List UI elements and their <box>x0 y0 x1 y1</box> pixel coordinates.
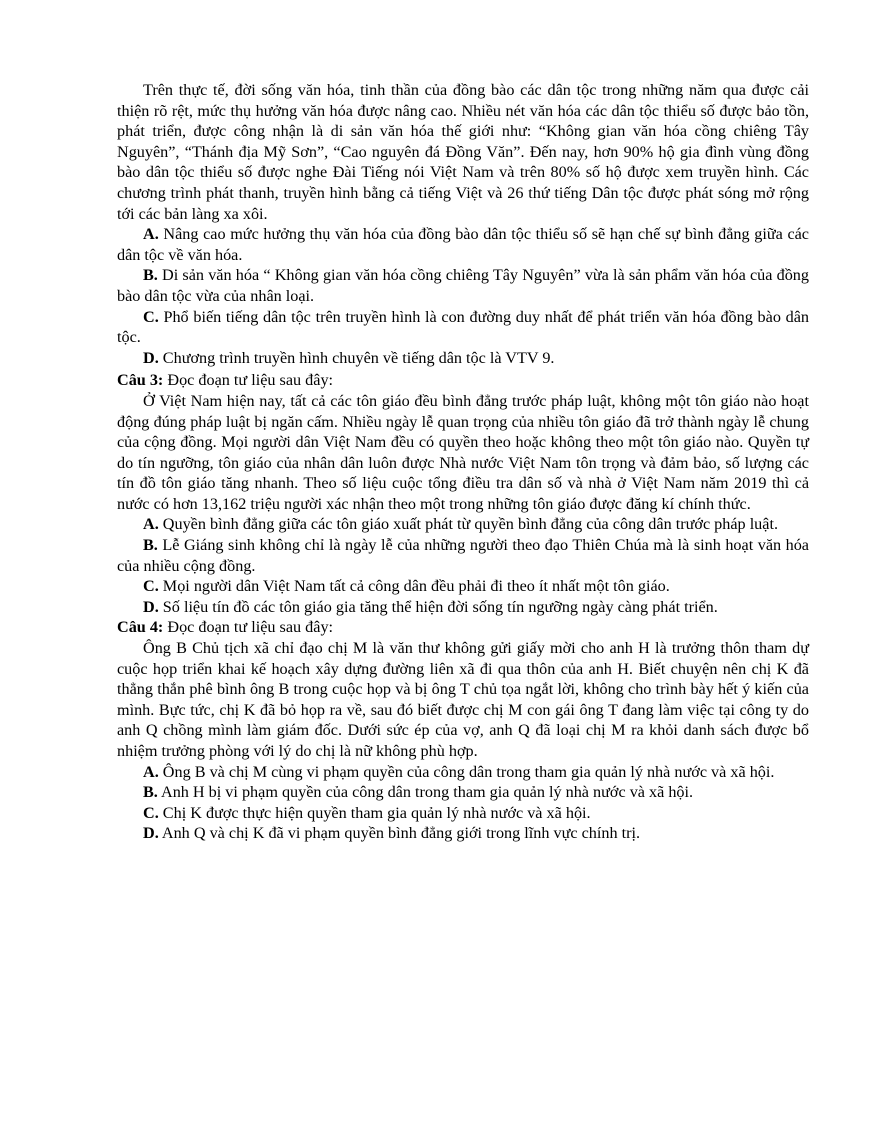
intro-option-b <box>117 265 809 306</box>
question-label: Câu 3: <box>117 371 164 390</box>
option-letter: B. <box>143 266 158 285</box>
q3-option-d <box>117 597 809 618</box>
document-page <box>117 80 809 844</box>
option-text: Mọi người dân Việt Nam tất cả công dân đều phải đi theo ít nhất một tôn giáo. <box>158 577 670 596</box>
intro-passage: Trên thực tế, đời sống văn hóa, tinh thần của đồng bào các dân tộc trong những năm qua được cải thiện rõ rệt, mức thụ hưởng văn hóa được nâng cao. Nhiều nét văn hóa các dân tộc thiểu số được bảo tồn, phát triển, được công nhận là di sản văn hóa thế giới như: “Không gian văn hóa cồng chiêng Tây Nguyên”, “Thánh địa Mỹ Sơn”, “Cao nguyên đá Đồng Văn”. Đến nay, hơn 90% hộ gia đình vùng đồng bào dân tộc thiểu số được nghe Đài Tiếng nói Việt Nam và trên 80% số hộ được xem truyền hình. Các chương trình phát thanh, truyền hình bằng cả tiếng Việt và 26 thứ tiếng Dân tộc được phát sóng mở rộng tới các bản làng xa xôi. <box>117 81 809 223</box>
question-3-heading <box>117 370 809 391</box>
question-3-passage: Ở Việt Nam hiện nay, tất cả các tôn giáo đều bình đẳng trước pháp luật, không một tôn giáo nào hoạt động đúng pháp luật bị ngăn cấm. Nhiều ngày lễ quan trọng của nhiều tôn giáo đã trở thành ngày lễ chung của cộng đồng. Mọi người dân Việt Nam đều có quyền theo hoặc không theo một tôn giáo nào. Quyền tự do tín ngưỡng, tôn giáo của nhân dân luôn được Nhà nước Việt Nam tôn trọng và đảm bảo, số lượng các tín đồ tôn giáo tăng nhanh. Theo số liệu cuộc tổng điều tra dân số và nhà ở Việt Nam năm 2019 thì cả nước có hơn 13,162 triệu người xác nhận theo một trong những tôn giáo được đăng kí chính thức. <box>117 391 809 513</box>
q3-option-a <box>117 514 809 535</box>
option-text: Anh H bị vi phạm quyền của công dân trong tham gia quản lý nhà nước và xã hội. <box>157 783 694 802</box>
option-text: Chị K được thực hiện quyền tham gia quản lý nhà nước và xã hội. <box>158 803 591 822</box>
question-label: Câu 4: <box>117 618 164 637</box>
question-4-passage: Ông B Chủ tịch xã chỉ đạo chị M là văn thư không gửi giấy mời cho anh H là trưởng thôn tham dự cuộc họp triển khai kế hoạch xây dựng đường liên xã đi qua thôn của anh H. Biết chuyện nên chị K đã thẳng thắn phê bình ông B trong cuộc họp và bị ông T chủ tọa ngắt lời, không cho trình bày hết ý kiến của mình. Bực tức, chị K đã bỏ họp ra về, sau đó biết được chị M con gái ông T đang làm việc tại công ty do anh Q chồng mình làm giám đốc. Dưới sức ép của vợ, anh Q đã loại chị M ra khỏi danh sách được bổ nhiệm trưởng phòng với lý do chị là nữ không phù hợp. <box>117 639 809 760</box>
option-letter: A. <box>143 225 159 244</box>
option-letter: D. <box>143 348 159 367</box>
option-letter: B. <box>143 536 158 555</box>
option-letter: A. <box>143 515 159 534</box>
q4-option-c <box>117 803 809 824</box>
option-text: Anh Q và chị K đã vi phạm quyền bình đẳng giới trong lĩnh vực chính trị. <box>158 824 641 843</box>
q4-option-b <box>117 782 809 803</box>
question-prompt: Đọc đoạn tư liệu sau đây: <box>163 618 334 637</box>
intro-option-d <box>117 348 809 369</box>
option-text: Lễ Giáng sinh không chỉ là ngày lễ của những người theo đạo Thiên Chúa mà là sinh hoạt văn hóa của nhiều cộng đồng. <box>117 536 809 575</box>
intro-option-a <box>117 224 809 265</box>
option-text: Chương trình truyền hình chuyên về tiếng dân tộc là VTV 9. <box>158 348 555 367</box>
question-4-heading <box>117 617 809 638</box>
question-prompt: Đọc đoạn tư liệu sau đây: <box>163 371 334 390</box>
option-letter: B. <box>143 783 158 802</box>
option-text: Di sản văn hóa “ Không gian văn hóa cồng chiêng Tây Nguyên” vừa là sản phẩm văn hóa của đồng bào dân tộc vừa của nhân loại. <box>117 266 809 305</box>
q3-option-b <box>117 535 809 576</box>
option-text: Ông B và chị M cùng vi phạm quyền của công dân trong tham gia quản lý nhà nước và xã hội. <box>158 762 775 781</box>
option-letter: D. <box>143 597 159 616</box>
option-letter: D. <box>143 824 159 843</box>
q3-option-c <box>117 576 809 597</box>
option-letter: C. <box>143 307 159 326</box>
option-text: Nâng cao mức hưởng thụ văn hóa của đồng bào dân tộc thiểu số sẽ hạn chế sự bình đẳng giữa các dân tộc về văn hóa. <box>117 225 809 264</box>
option-text: Phổ biến tiếng dân tộc trên truyền hình là con đường duy nhất để phát triển văn hóa đồng bào dân tộc. <box>117 307 809 347</box>
q4-option-a <box>117 762 809 783</box>
option-letter: C. <box>143 577 159 596</box>
intro-option-c <box>117 307 809 348</box>
option-letter: C. <box>143 803 159 822</box>
q4-option-d <box>117 823 809 844</box>
option-text: Số liệu tín đồ các tôn giáo gia tăng thể hiện đời sống tín ngưỡng ngày càng phát triển. <box>158 597 718 616</box>
option-letter: A. <box>143 762 159 781</box>
option-text: Quyền bình đẳng giữa các tôn giáo xuất phát từ quyền bình đẳng của công dân trước pháp luật. <box>158 515 779 534</box>
